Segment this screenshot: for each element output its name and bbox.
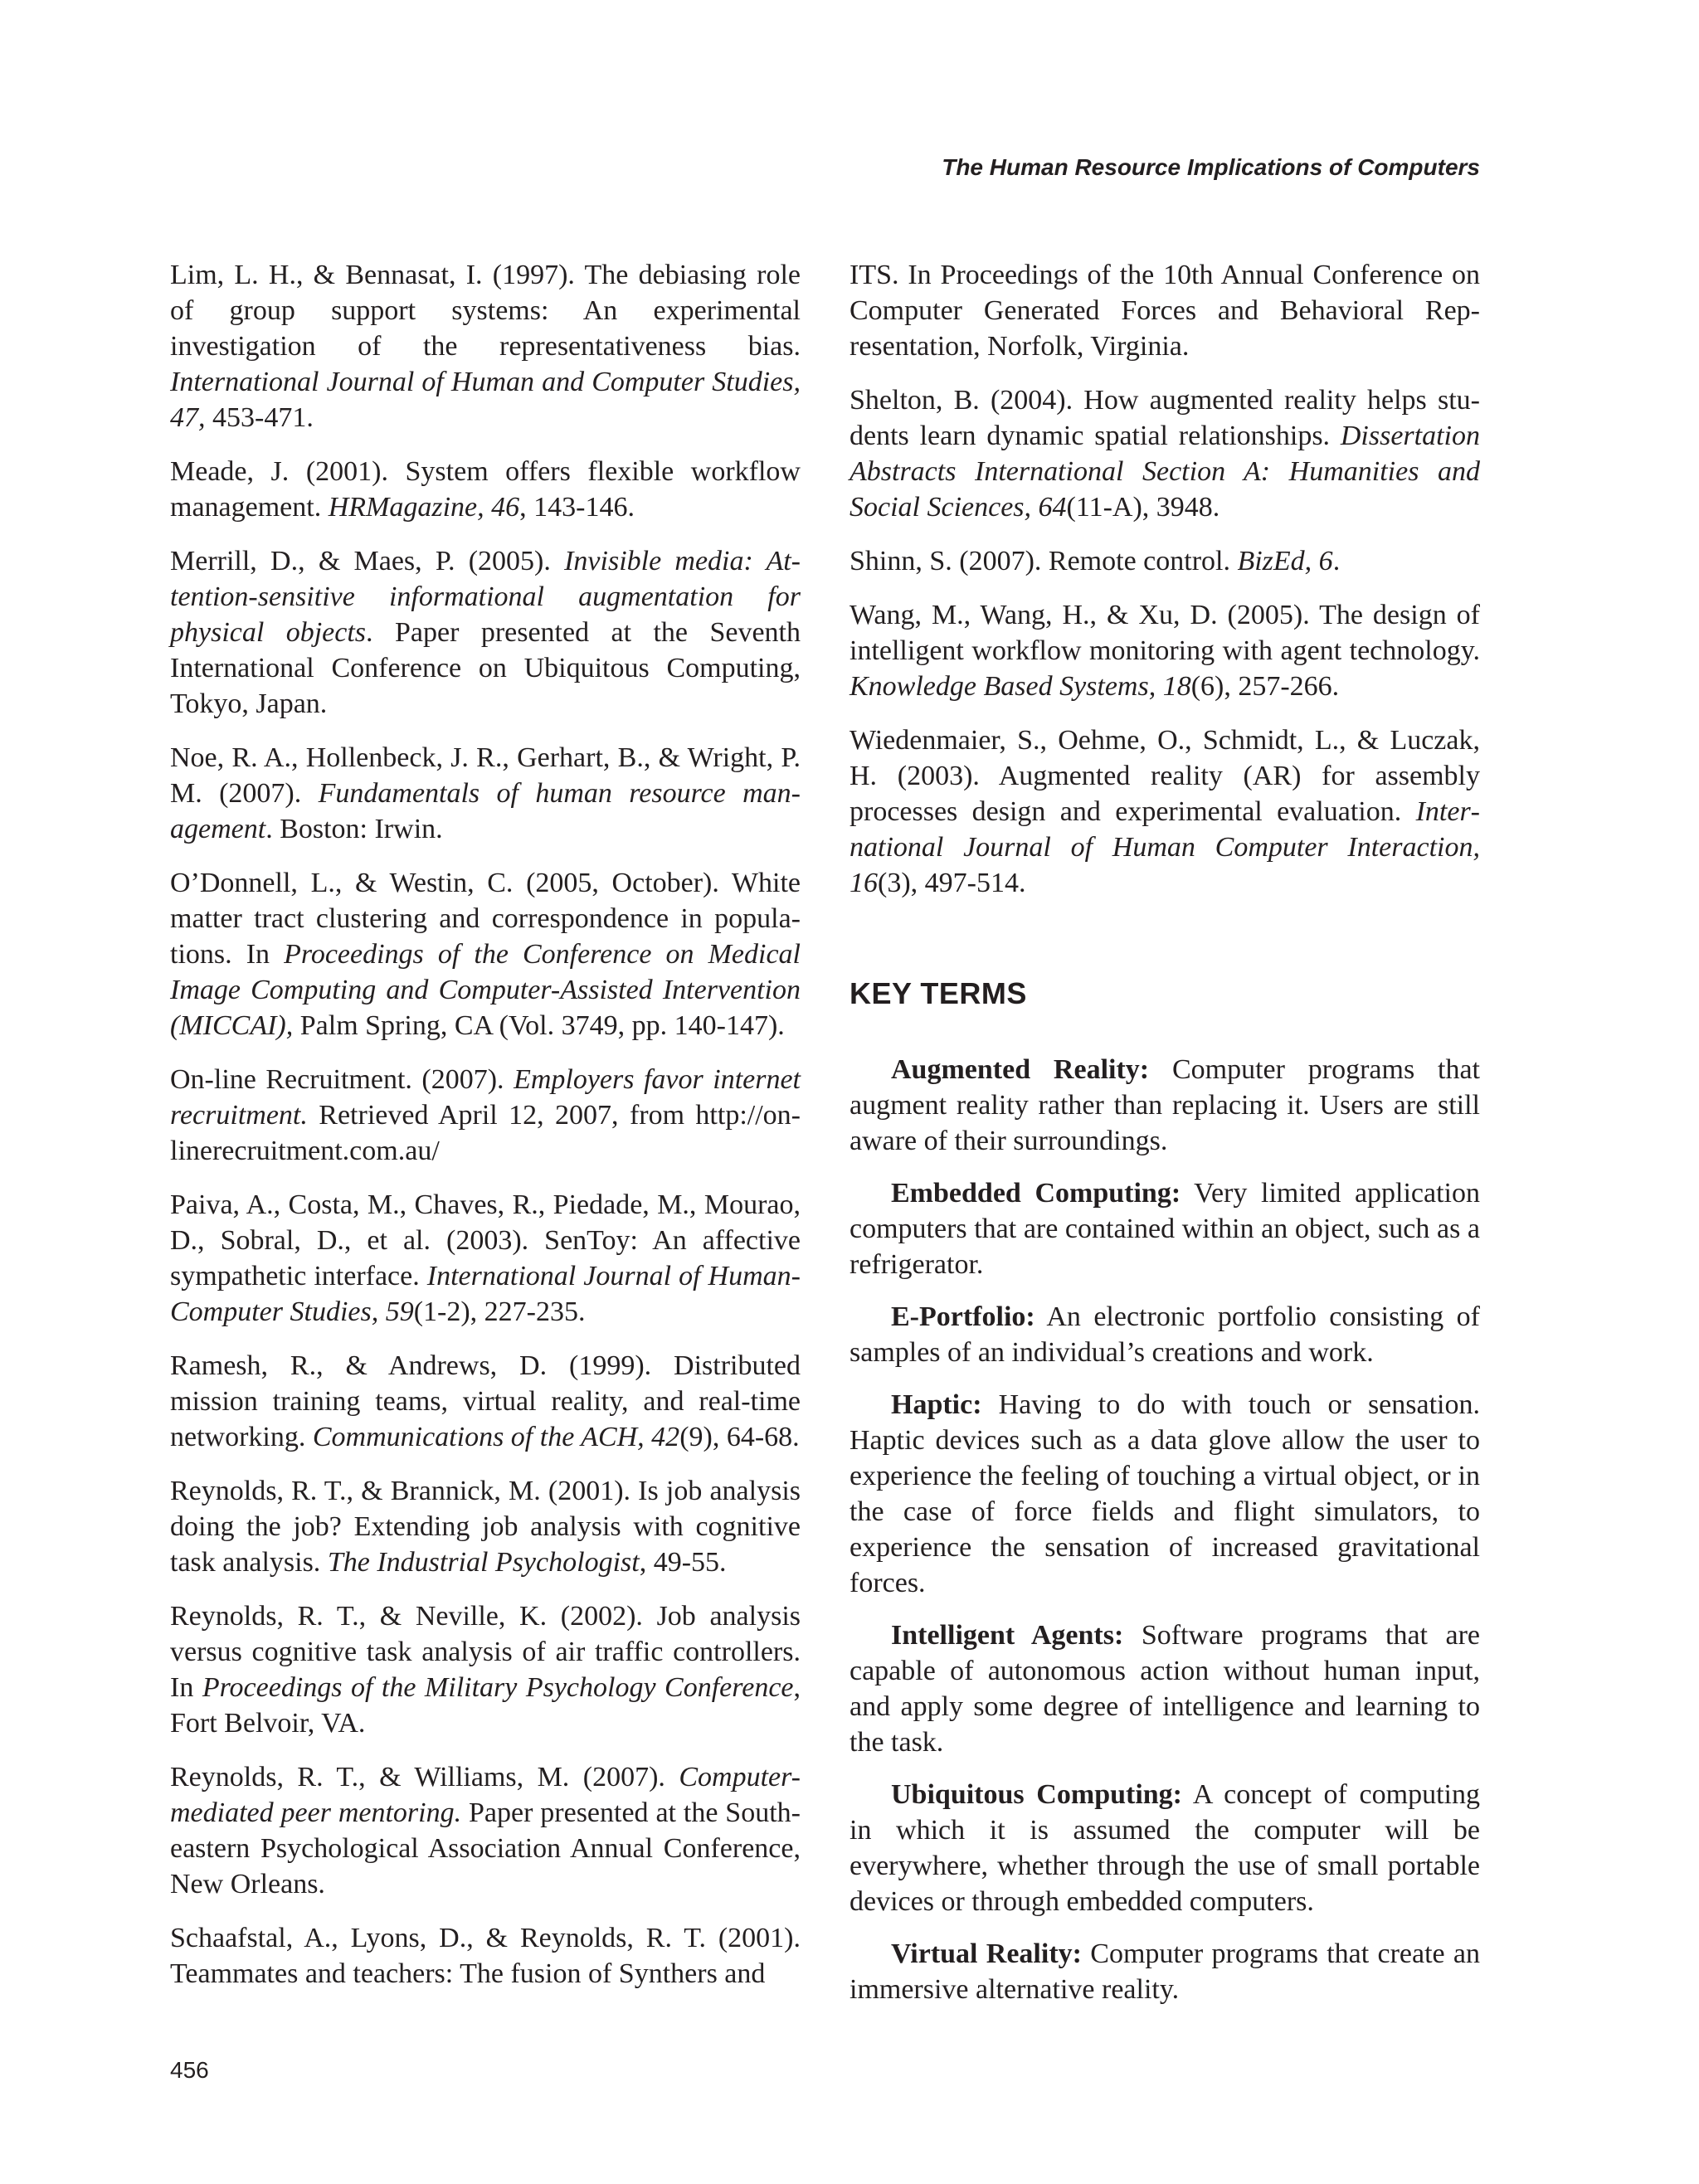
reference-text-segment: , 49-55. [639, 1547, 727, 1578]
key-term-name: Augmented Reality: [891, 1054, 1150, 1085]
reference-italic-segment: BizEd, 6 [1237, 546, 1333, 576]
reference-text-segment: Schaafstal, A., Lyons, D., & Reynolds, R. T. (2001). Teammates and teachers: The fusion of Synthers and [170, 1923, 801, 1989]
reference-text-segment: Reynolds, R. T., & Brannick, M. (2001). Is job analysis doing the job? Extending job analysis with cognitive task analysis. [170, 1476, 801, 1578]
reference-text-segment: , Norfolk, Virginia. [973, 331, 1190, 362]
reference-text-segment: (6), 257-266. [1190, 671, 1340, 702]
key-term-name: Virtual Reality: [891, 1938, 1082, 1969]
reference-text-segment: On-line Recruitment. (2007). [170, 1064, 514, 1095]
reference-italic-segment: The Industrial Psychologist [327, 1547, 640, 1578]
reference-text-segment: O’Donnell, L., & Westin, C. (2005, October). White matter tract clustering and correspondence in populations. In [170, 868, 801, 970]
reference-text-segment: Wiedenmaier, S., Oehme, O., Schmidt, L., & Luczak, H. (2003). Augmented reality (AR) for assembly processes design and experimental evaluation. [850, 725, 1480, 827]
key-term-entry [850, 1299, 1480, 1370]
page-number: 456 [170, 2057, 209, 2083]
key-term-definition: Software programs that are capable of autonomous action without human input, and apply some degree of intelligence and learning to the task. [850, 1620, 1480, 1758]
key-term-definition: Having to do with touch or sensation. Haptic devices such as a data glove allow the user to experience the feeling of touching a virtual object, or in the case of force fields and flight simulators, to experience the sensation of increased gravitational forces. [850, 1389, 1480, 1598]
key-term-name: Embedded Computing: [891, 1178, 1181, 1209]
reference-italic-segment: Employers favor internet recruitment. [170, 1064, 801, 1131]
reference-entry [170, 543, 801, 722]
reference-entry [850, 382, 1480, 525]
reference-italic-segment: International Journal of Human and Computer Studies, 47, [170, 367, 801, 433]
right-column [850, 257, 1480, 2024]
reference-entry [850, 597, 1480, 704]
reference-italic-segment: Invisible media: Attention-sensitive informational augmentation for physical objects [170, 546, 801, 648]
reference-italic-segment: Knowledge Based Systems, 18 [850, 671, 1191, 702]
reference-text-segment: Lim, L. H., & Bennasat, I. (1997). The debiasing role of group support systems: An experimental investigation of the representativeness bias. [170, 260, 801, 362]
reference-entry [170, 1920, 801, 1992]
reference-text-segment: , Fort Belvoir, VA. [170, 1672, 801, 1739]
reference-text-segment: Merrill, D., & Maes, P. (2005). [170, 546, 565, 576]
reference-italic-segment: Dissertation Abstracts International Section A: Humanities and Social Sciences, 64 [850, 421, 1480, 523]
key-term-name: Intelligent Agents: [891, 1620, 1124, 1651]
key-term-entry [850, 1617, 1480, 1760]
reference-entry [170, 1759, 801, 1902]
reference-text-segment: (1-2), 227-235. [413, 1296, 586, 1327]
reference-italic-segment: Proceedings of the Military Psychology Conference [202, 1672, 794, 1703]
reference-text-segment: . Paper presented at the Seventh International Conference on Ubiquitous Computing, Tokyo, Japan. [170, 617, 801, 719]
reference-text-segment: Retrieved April 12, 2007, from http://onlinerecruitment.com.au/ [170, 1100, 801, 1166]
reference-text-segment: . Boston: Irwin. [265, 814, 443, 844]
key-term-name: Ubiquitous Computing: [891, 1779, 1183, 1810]
reference-text-segment: (3), 497-514. [878, 868, 1026, 898]
key-term-definition: Very limited application computers that are contained within an object, such as a refrigerator. [850, 1178, 1481, 1280]
reference-entry [170, 1187, 801, 1330]
reference-text-segment: Meade, J. (2001). System offers flexible workflow management. [170, 456, 801, 523]
reference-text-segment: Noe, R. A., Hollenbeck, J. R., Gerhart, B., & Wright, P. M. (2007). [170, 742, 801, 809]
reference-text-segment: 453-471. [205, 402, 314, 433]
reference-entry [170, 1473, 801, 1580]
key-term-definition: A concept of computing in which it is assumed the computer will be everywhere, whether through the use of small portable devices or through embedded computers. [850, 1779, 1480, 1917]
reference-text-segment: Ramesh, R., & Andrews, D. (1999). Distributed mission training teams, virtual reality, and real-time networking. [170, 1350, 801, 1452]
reference-italic-segment: Proceedings of the Conference on Medical Image Computing and Computer-Assisted Intervention (MICCAI), [170, 939, 801, 1041]
reference-text-segment: Wang, M., Wang, H., & Xu, D. (2005). The design of intelligent workflow monitoring with agent technology. [850, 600, 1480, 666]
reference-text-segment: ITS. In [850, 260, 941, 290]
reference-text-segment: Paiva, A., Costa, M., Chaves, R., Piedade, M., Mourao, D., Sobral, D., et al. (2003). SenToy: An affective sympathetic interface. [170, 1189, 801, 1291]
key-term-definition: Computer programs that augment reality rather than replacing it. Users are still aware of their surroundings. [850, 1054, 1480, 1156]
reference-text-segment: . [1332, 546, 1341, 576]
running-head: The Human Resource Implications of Computers [942, 154, 1480, 180]
key-terms-list [850, 1052, 1480, 2007]
key-term-entry [850, 1936, 1480, 2007]
left-column [170, 257, 801, 2010]
reference-entry [170, 740, 801, 847]
reference-italic-segment: HRMagazine, 46 [328, 492, 520, 523]
reference-text-segment: Paper presented at the Southeastern Psychological Association Annual Conference, New Orleans. [170, 1797, 801, 1899]
reference-text-segment: Shinn, S. (2007). Remote control. [850, 546, 1238, 576]
right-reference-list [850, 382, 1480, 901]
reference-entry [850, 543, 1480, 579]
reference-entry [170, 257, 801, 435]
key-term-name: E-Portfolio: [891, 1301, 1035, 1332]
key-term-entry [850, 1387, 1480, 1601]
key-term-name: Haptic: [891, 1389, 982, 1420]
reference-entry [170, 1062, 801, 1169]
key-term-entry [850, 1052, 1480, 1159]
reference-entry [850, 722, 1480, 901]
reference-text-segment: , 143-146. [519, 492, 635, 523]
reference-entry [170, 1348, 801, 1455]
reference-continuation [850, 257, 1480, 364]
reference-text-segment: (11-A), 3948. [1066, 492, 1220, 523]
reference-italic-segment: Proceedings of the 10th Annual Conference on Computer Generated Forces and Behavioral Representation [850, 260, 1481, 362]
reference-italic-segment: International Journal of Human Computer Interaction, 16 [850, 796, 1480, 898]
key-term-definition: An electronic portfolio consisting of samples of an individual’s creations and work. [850, 1301, 1480, 1368]
key-term-entry [850, 1777, 1480, 1919]
left-reference-list [170, 257, 801, 1992]
reference-italic-segment: International Journal of Human-Computer Studies, 59 [170, 1261, 801, 1327]
reference-text-segment: Reynolds, R. T., & Williams, M. (2007). [170, 1762, 679, 1792]
key-terms-heading: KEY TERMS [850, 976, 1027, 1010]
reference-italic-segment: Fundamentals of human resource management [170, 778, 801, 844]
reference-text-segment: (9), 64-68. [679, 1422, 800, 1452]
reference-text-segment: Reynolds, R. T., & Neville, K. (2002). Job analysis versus cognitive task analysis of air traffic controllers. In [170, 1601, 801, 1703]
reference-italic-segment: Computer-mediated peer mentoring. [170, 1762, 801, 1828]
reference-entry [170, 1598, 801, 1741]
reference-text-segment: Shelton, B. (2004). How augmented reality helps students learn dynamic spatial relationships. [850, 385, 1480, 451]
reference-italic-segment: Communications of the ACH, 42 [312, 1422, 680, 1452]
reference-entry [170, 454, 801, 525]
key-term-entry [850, 1175, 1480, 1282]
reference-entry [170, 865, 801, 1043]
key-term-definition: Computer programs that create an immersive alternative reality. [850, 1938, 1480, 2005]
reference-text-segment: Palm Spring, CA (Vol. 3749, pp. 140-147). [293, 1010, 785, 1041]
